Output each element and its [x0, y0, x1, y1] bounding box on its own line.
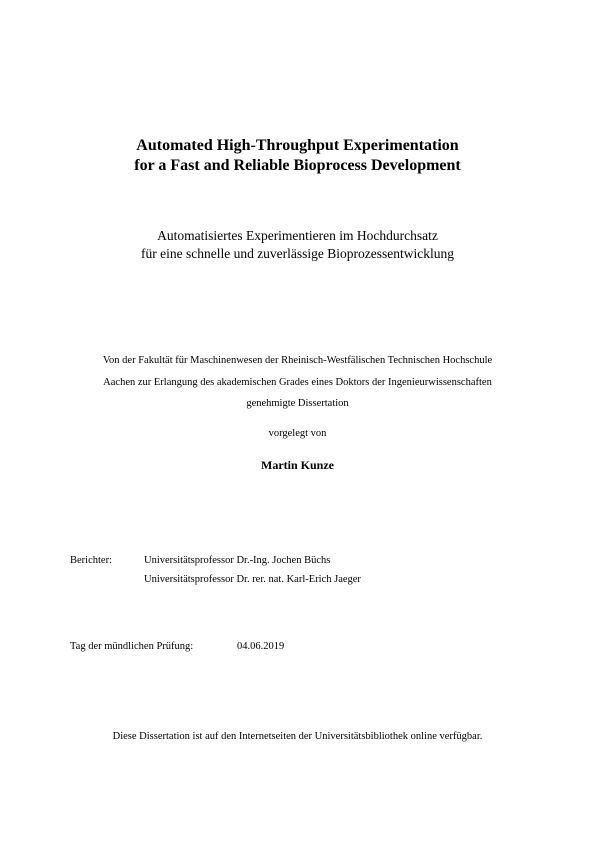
exam-date: 04.06.2019 — [237, 641, 285, 652]
subtitle-line-2: für eine schnelle und zuverlässige Bioprozessentwicklung — [140, 246, 455, 261]
faculty-line-1: Von der Fakultät für Maschinenwesen der Rheinisch-Westfälischen Technischen Hochschule — [102, 355, 493, 366]
submitted-by: vorgelegt von — [268, 428, 327, 439]
reviewer-1: Universitätsprofessor Dr.-Ing. Jochen Büchs — [144, 555, 331, 566]
faculty-line-3: genehmigte Dissertation — [246, 398, 349, 409]
title-line-2: for a Fast and Reliable Bioprocess Development — [134, 157, 461, 174]
reviewers-label: Berichter: — [70, 555, 112, 566]
exam-date-label: Tag der mündlichen Prüfung: — [70, 641, 194, 652]
title-line-1: Automated High-Throughput Experimentation — [136, 137, 459, 154]
faculty-line-2: Aachen zur Erlangung des akademischen Grades eines Doktors der Ingenieurwissenschaften — [103, 377, 492, 388]
author-name: Martin Kunze — [261, 458, 334, 472]
availability-note: Diese Dissertation ist auf den Internetseiten der Universitätsbibliothek online verfügbar. — [112, 731, 483, 742]
reviewer-2: Universitätsprofessor Dr. rer. nat. Karl-Erich Jaeger — [144, 574, 361, 585]
subtitle-line-1: Automatisiertes Experimentieren im Hochdurchsatz — [157, 228, 438, 243]
